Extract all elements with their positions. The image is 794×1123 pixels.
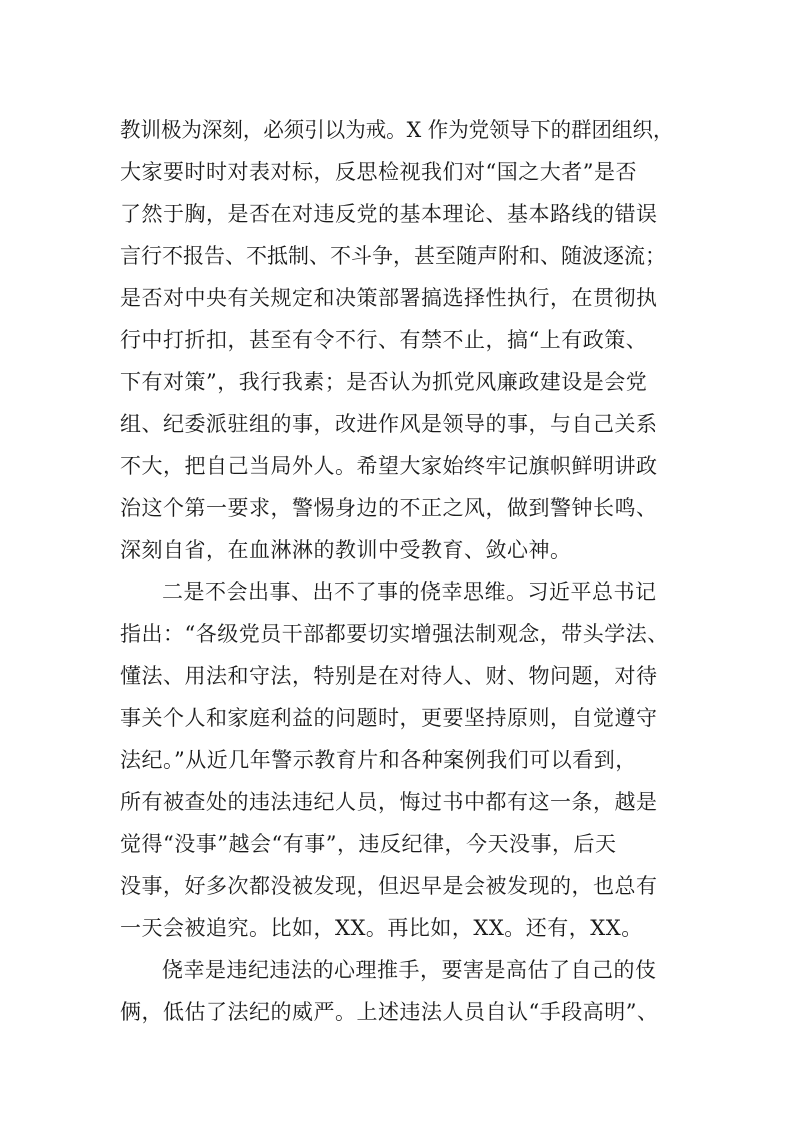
text-line: 了然于胸，是否在对违反党的基本理论、基本路线的错误 (120, 202, 658, 226)
text-line: 没事，好多次都没被发现，但迟早是会被发现的，也总有 (120, 874, 658, 898)
text-line: 治这个第一要求，警惕身边的不正之风，做到警钟长鸣、 (120, 496, 658, 520)
text-line: 组、纪委派驻组的事，改进作风是领导的事，与自己关系 (120, 412, 658, 436)
text-line: 事关个人和家庭利益的问题时，更要坚持原则，自觉遵守 (120, 706, 658, 730)
text-line: 言行不报告、不抵制、不斗争，甚至随声附和、随波逐流； (120, 244, 666, 268)
text-line: 行中打折扣，甚至有令不行、有禁不止，搞“上有政策、 (120, 328, 648, 352)
text-line: 觉得“没事”越会“有事”，违反纪律，今天没事，后天 (120, 832, 617, 856)
text-line: 下有对策”，我行我素；是否认为抓党风廉政建设是会党 (120, 370, 648, 394)
text-line: 所有被查处的违法违纪人员，悔过书中都有这一条，越是 (120, 790, 658, 814)
text-line: 是否对中央有关规定和决策部署搞选择性执行，在贯彻执 (120, 286, 658, 310)
text-line: 法纪。”从近几年警示教育片和各种案例我们可以看到， (120, 748, 637, 772)
text-line: 深刻自省，在血淋淋的教训中受教育、敛心神。 (120, 538, 572, 562)
text-line: 指出：“各级党员干部都要切实增强法制观念，带头学法、 (120, 622, 669, 646)
text-line: 不大，把自己当局外人。希望大家始终牢记旗帜鲜明讲政 (120, 454, 658, 478)
text-line: 懂法、用法和守法，特别是在对待人、财、物问题，对待 (120, 664, 658, 688)
text-line: 俩，低估了法纪的威严。上述违法人员自认“手段高明”、 (120, 1000, 659, 1024)
paragraph-first-line: 二是不会出事、出不了事的侥幸思维。习近平总书记 (162, 580, 657, 604)
text-line: 大家要时时对表对标，反思检视我们对“国之大者”是否 (120, 160, 637, 184)
text-line: 教训极为深刻，必须引以为戒。X 作为党领导下的群团组织， (120, 118, 674, 142)
text-line: 一天会被追究。比如，XX。再比如，XX。还有，XX。 (120, 916, 643, 940)
paragraph-first-line: 侥幸是违纪违法的心理推手，要害是高估了自己的伎 (162, 958, 657, 982)
